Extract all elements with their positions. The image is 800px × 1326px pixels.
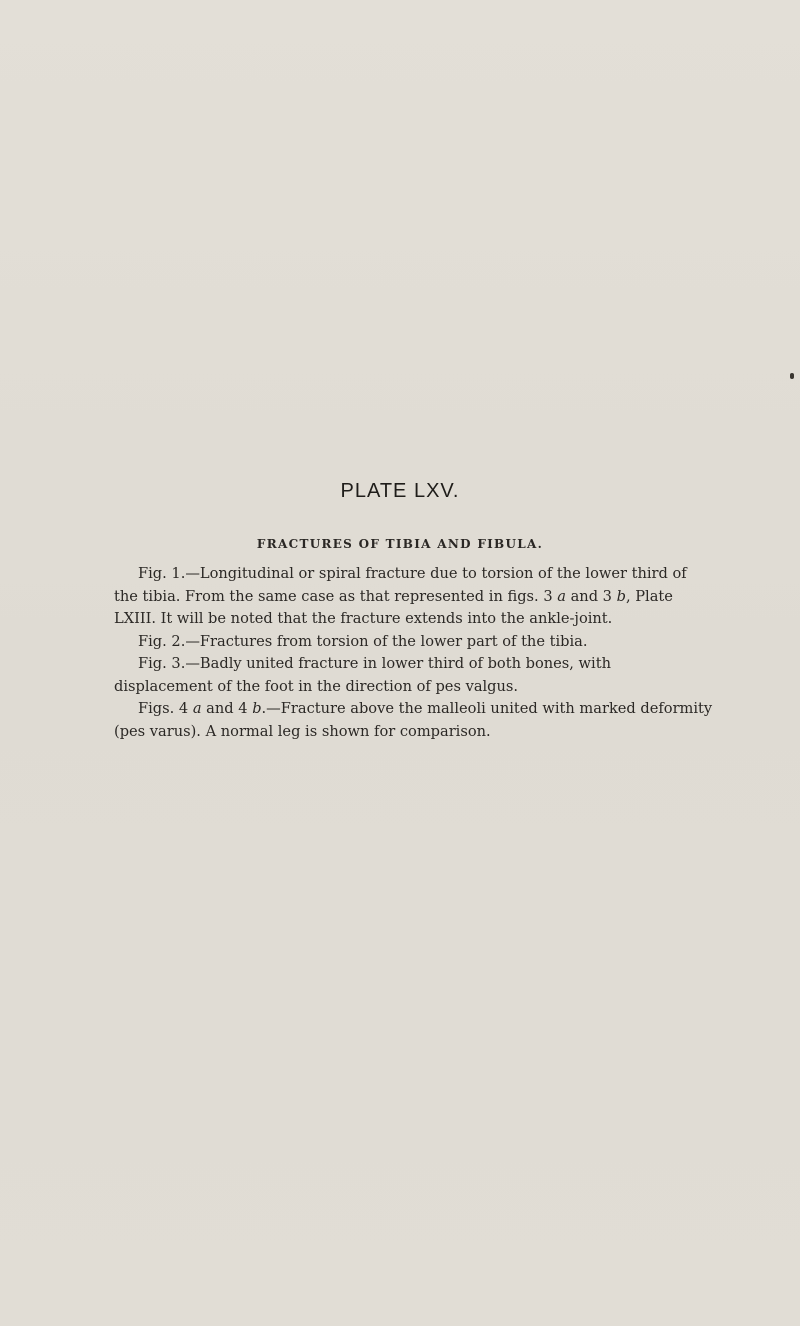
italic-letter: b xyxy=(252,700,262,717)
paragraph-fig-3 xyxy=(114,653,714,698)
figure-descriptions xyxy=(114,563,714,743)
paragraph-text: Fig. 3.—Badly united fracture in lower third of both bones, with displacement of the foot in the direction of pes valgus. xyxy=(114,655,611,695)
plate-title: PLATE LXV. xyxy=(340,480,460,502)
paragraph-fig-1 xyxy=(114,563,714,631)
paragraph-text: Fig. 1.—Longitudinal or spiral fracture due to torsion of the lower third of the tibia. From the same case as that represented in figs. 3 xyxy=(114,565,687,605)
italic-letter: a xyxy=(192,700,202,717)
paragraph-text: .—Fracture above the malleoli united with marked deformity (pes varus). A normal leg is shown for comparison. xyxy=(114,700,713,740)
paragraph-text: , Plate LXIII. It will be noted that the fracture extends into the ankle-joint. xyxy=(114,587,673,627)
margin-mark xyxy=(790,373,794,379)
paragraph-fig-2 xyxy=(114,631,714,654)
italic-letter: b xyxy=(616,587,626,605)
paragraph-text: Figs. 4 xyxy=(138,700,193,717)
plate-subtitle: FRACTURES OF TIBIA AND FIBULA. xyxy=(256,537,544,551)
paragraph-text: and 4 xyxy=(201,700,253,717)
paragraph-fig-4 xyxy=(114,698,714,743)
italic-letter: a xyxy=(557,587,566,605)
paragraph-text: Fig. 2.—Fractures from torsion of the lower part of the tibia. xyxy=(138,632,588,650)
paragraph-text: and 3 xyxy=(565,587,617,605)
